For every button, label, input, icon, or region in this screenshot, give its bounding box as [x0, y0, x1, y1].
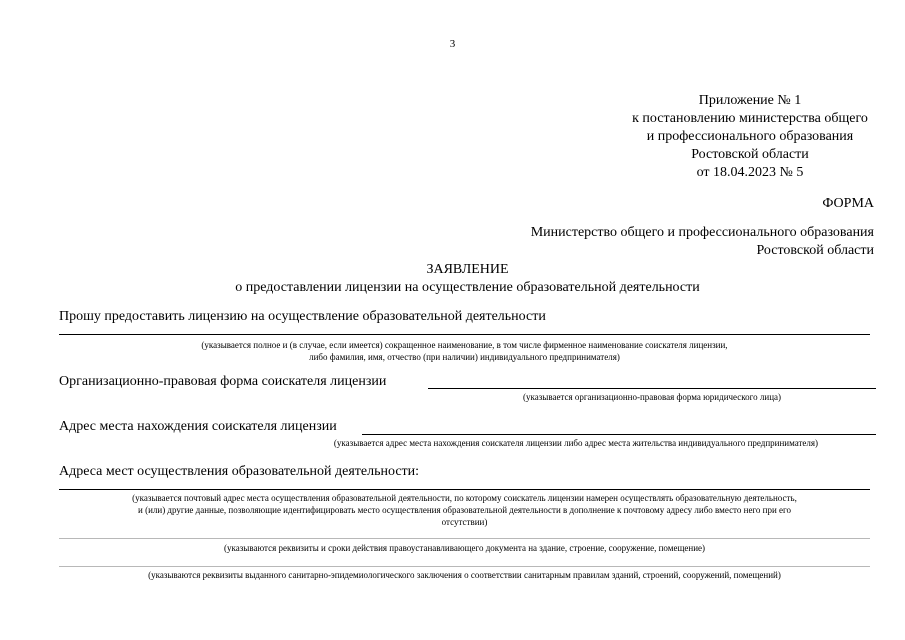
- appendix-line-1: Приложение № 1: [698, 93, 802, 108]
- address-label: Адрес места нахождения соискателя лицензии: [59, 419, 337, 434]
- applicant-name-field[interactable]: [59, 334, 870, 335]
- activity-address-hint: [59, 492, 870, 528]
- sanitary-conclusion-field[interactable]: [59, 566, 870, 567]
- applicant-name-hint-line-1: (указывается полное и (в случае, если имеется) сокращенное наименование, в том числе фирменное наименование соискателя лицензии,: [201, 340, 728, 350]
- building-docs-field[interactable]: [59, 538, 870, 539]
- request-label: Прошу предоставить лицензию на осуществление образовательной деятельности: [59, 309, 546, 324]
- document-title: ЗАЯВЛЕНИЕ: [426, 262, 509, 277]
- activity-address-hint-line-1: (указывается почтовый адрес места осуществления образовательной деятельности, по которому соискатель лицензии намерен осуществлять образовательную деятельность,: [132, 493, 797, 503]
- legal-form-hint: (указывается организационно-правовая форма юридического лица): [522, 392, 782, 402]
- applicant-name-hint: [59, 339, 870, 363]
- addressee-line-1: Министерство общего и профессионального образования: [530, 225, 874, 240]
- applicant-name-hint-line-2: либо фамилия, имя, отчество (при наличии) индивидуального предпринимателя): [309, 352, 620, 362]
- legal-form-label: Организационно-правовая форма соискателя лицензии: [59, 374, 387, 389]
- appendix-line-4: Ростовской области: [691, 147, 809, 162]
- appendix-line-3: и профессионального образования: [646, 129, 854, 144]
- activity-addresses-label: Адреса мест осуществления образовательной деятельности:: [59, 464, 420, 479]
- building-docs-hint: (указываются реквизиты и сроки действия правоустанавливающего документа на здание, строение, сооружение, помещение): [223, 543, 705, 553]
- activity-address-hint-line-2: и (или) другие данные, позволяющие идентифицировать место осуществления образовательной деятельности в дополнение к почтовому адресу либо вместо него при его: [138, 505, 791, 515]
- activity-address-hint-line-3: отсутствии): [441, 517, 488, 527]
- address-hint: (указывается адрес места нахождения соискателя лицензии либо адрес места жительства индивидуального предпринимателя): [333, 438, 819, 448]
- appendix-line-2: к постановлению министерства общего: [632, 111, 868, 126]
- sanitary-conclusion-hint: (указываются реквизиты выданного санитарно-эпидемиологического заключения о соответствии санитарным правилам зданий, строений, сооружений, помещений): [148, 570, 781, 580]
- page-number: 3: [449, 38, 456, 50]
- addressee-line-2: Ростовской области: [756, 243, 874, 258]
- legal-form-field[interactable]: [428, 388, 876, 389]
- document-subtitle: о предоставлении лицензии на осуществление образовательной деятельности: [235, 280, 700, 295]
- activity-address-field[interactable]: [59, 489, 870, 490]
- appendix-header: [600, 92, 900, 182]
- address-field[interactable]: [362, 434, 876, 435]
- appendix-line-5: от 18.04.2023 № 5: [696, 165, 804, 180]
- form-label: ФОРМА: [822, 196, 874, 211]
- addressee: [531, 224, 874, 260]
